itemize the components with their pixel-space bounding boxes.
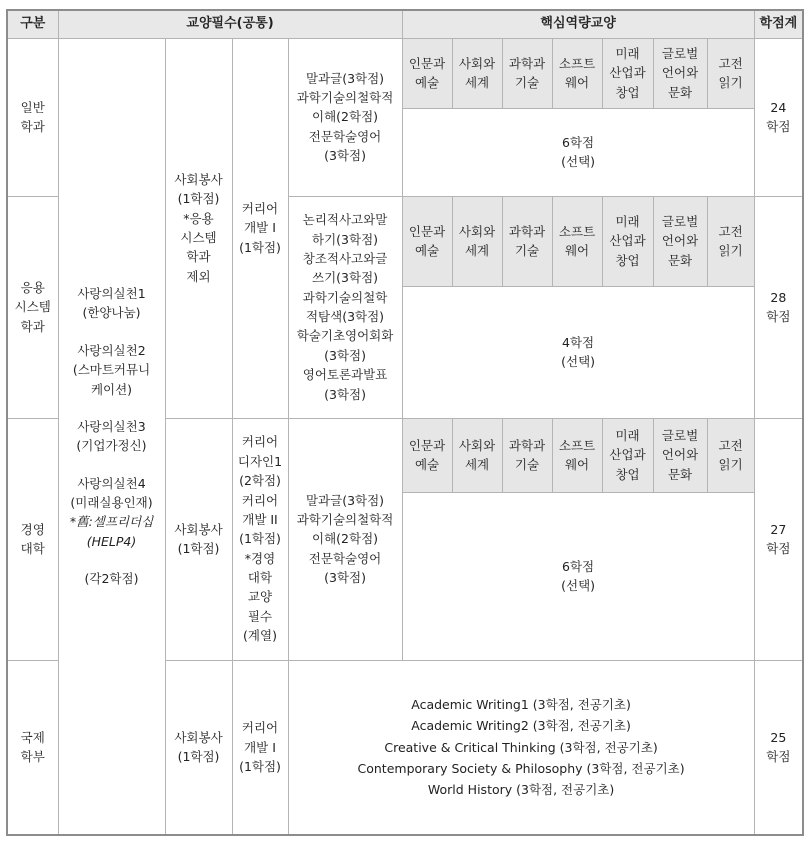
area-global: 글로벌 언어와 문화 [653, 38, 707, 108]
love-practice-cell [58, 38, 165, 835]
career-business: 커리어 디자인1 (2학점) 커리어 개발 II (1학점) *경영 대학 교양 필수 (계열) [232, 418, 288, 660]
area-software: 소프트 웨어 [552, 418, 602, 492]
courses-general: 말과글(3학점) 과학기술의철학적 이해(2학점) 전문학술영어 (3학점) [288, 38, 402, 196]
courses-international: Academic Writing1 (3학점, 전공기초) Academic Writing2 (3학점, 전공기초) Creative & Critical Thinking (3학점, 전공기초) Contemporary Society & Philosophy (3학점, 전공기초) World History (3학점, 전공기초) [288, 660, 754, 835]
area-society: 사회와 세계 [452, 196, 502, 286]
love-practice-4-note: *舊:셀프리더십 (HELP4) [69, 514, 154, 549]
core-credit-general: 6학점 (선택) [402, 108, 754, 196]
service-international: 사회봉사 (1학점) [165, 660, 232, 835]
header-required: 교양필수(공통) [58, 10, 402, 38]
row-name-international: 국제 학부 [7, 660, 58, 835]
total-general: 24 학점 [754, 38, 803, 196]
area-humanities: 인문과 예술 [402, 196, 452, 286]
courses-applied: 논리적사고와말 하기(3학점) 창조적사고와글 쓰기(3학점) 과학기술의철학 적탐색(3학점) 학술기초영어회화 (3학점) 영어토론과발표 (3학점) [288, 196, 402, 418]
area-software: 소프트 웨어 [552, 38, 602, 108]
header-core: 핵심역량교양 [402, 10, 754, 38]
career-international: 커리어 개발 I (1학점) [232, 660, 288, 835]
total-business: 27 학점 [754, 418, 803, 660]
love-practice-3: 사랑의실천3 (기업가정신) [76, 418, 147, 454]
area-future: 미래 산업과 창업 [602, 196, 653, 286]
area-future: 미래 산업과 창업 [602, 418, 653, 492]
area-society: 사회와 세계 [452, 38, 502, 108]
area-global: 글로벌 언어와 문화 [653, 196, 707, 286]
area-society: 사회와 세계 [452, 418, 502, 492]
courses-business: 말과글(3학점) 과학기술의철학적 이해(2학점) 전문학술영어 (3학점) [288, 418, 402, 660]
love-practice-1: 사랑의실천1 (한양나눔) [77, 286, 146, 321]
love-practice-2: 사랑의실천2 (스마트커뮤니 케이션) [72, 342, 151, 397]
header-total: 학점계 [754, 10, 803, 38]
career-general: 커리어 개발 I (1학점) [232, 38, 288, 418]
service-business: 사회봉사 (1학점) [165, 418, 232, 660]
core-credit-business: 6학점 (선택) [402, 492, 754, 660]
area-classics: 고전 읽기 [707, 196, 754, 286]
area-software: 소프트 웨어 [552, 196, 602, 286]
header-row [7, 10, 803, 38]
total-applied: 28 학점 [754, 196, 803, 418]
row-name-general: 일반 학과 [7, 38, 58, 196]
love-practice-credit: (각2학점) [84, 571, 139, 587]
area-humanities: 인문과 예술 [402, 418, 452, 492]
row-name-applied: 응용 시스템 학과 [7, 196, 58, 418]
curriculum-table [6, 9, 804, 836]
service-general: 사회봉사 (1학점) *응용 시스템 학과 제외 [165, 38, 232, 418]
area-global: 글로벌 언어와 문화 [653, 418, 707, 492]
area-classics: 고전 읽기 [707, 38, 754, 108]
love-practice-4: 사랑의실천4 (미래실용인재) [70, 475, 153, 510]
area-future: 미래 산업과 창업 [602, 38, 653, 108]
area-humanities: 인문과 예술 [402, 38, 452, 108]
total-international: 25 학점 [754, 660, 803, 835]
header-division: 구분 [7, 10, 58, 38]
area-classics: 고전 읽기 [707, 418, 754, 492]
area-science: 과학과 기술 [502, 418, 552, 492]
core-credit-applied: 4학점 (선택) [402, 286, 754, 418]
row-name-business: 경영 대학 [7, 418, 58, 660]
area-science: 과학과 기술 [502, 38, 552, 108]
area-science: 과학과 기술 [502, 196, 552, 286]
general-areas-row [7, 38, 803, 108]
